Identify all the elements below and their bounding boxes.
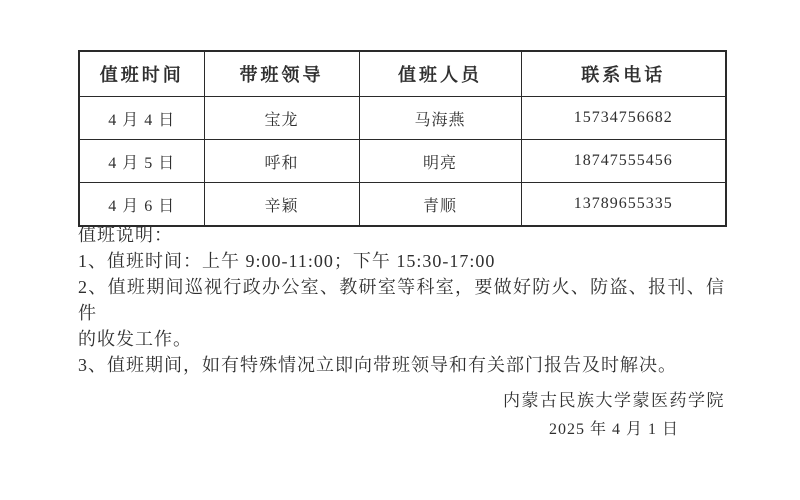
cell-personnel-name: 青顺 bbox=[359, 183, 521, 227]
header-leader-on-duty: 带班领导 bbox=[204, 51, 359, 97]
cell-leader-name: 辛颖 bbox=[204, 183, 359, 227]
note-line-3: 3、值班期间，如有特殊情况立即向带班领导和有关部门报告及时解决。 bbox=[78, 355, 677, 375]
cell-leader-name: 呼和 bbox=[204, 140, 359, 183]
header-duty-personnel: 值班人员 bbox=[359, 51, 521, 97]
table-header-row bbox=[79, 51, 726, 97]
signature-block bbox=[503, 386, 725, 444]
header-contact-phone: 联系电话 bbox=[521, 51, 726, 97]
cell-phone-number: 15734756682 bbox=[521, 97, 726, 140]
table-row bbox=[79, 97, 726, 140]
duty-notes-section bbox=[78, 222, 725, 378]
organization-name: 内蒙古民族大学蒙医药学院 bbox=[503, 391, 725, 410]
cell-phone-number: 18747555456 bbox=[521, 140, 726, 183]
cell-personnel-name: 马海燕 bbox=[359, 97, 521, 140]
table-row bbox=[79, 183, 726, 227]
cell-duty-date: 4 月 4 日 bbox=[79, 97, 204, 140]
header-duty-time: 值班时间 bbox=[79, 51, 204, 97]
table-row bbox=[79, 140, 726, 183]
signature-date: 2025 年 4 月 1 日 bbox=[548, 421, 679, 438]
note-line-2-continued: 的收发工作。 bbox=[78, 329, 192, 349]
note-line-1: 1、值班时间：上午 9:00-11:00；下午 15:30-17:00 bbox=[78, 251, 496, 271]
note-line-2: 2、值班期间巡视行政办公室、教研室等科室，要做好防火、防盗、报刊、信件 bbox=[78, 277, 725, 323]
cell-personnel-name: 明亮 bbox=[359, 140, 521, 183]
cell-leader-name: 宝龙 bbox=[204, 97, 359, 140]
cell-duty-date: 4 月 5 日 bbox=[79, 140, 204, 183]
notes-title: 值班说明： bbox=[78, 225, 173, 245]
cell-duty-date: 4 月 6 日 bbox=[79, 183, 204, 227]
cell-phone-number: 13789655335 bbox=[521, 183, 726, 227]
duty-roster-table bbox=[78, 50, 727, 227]
